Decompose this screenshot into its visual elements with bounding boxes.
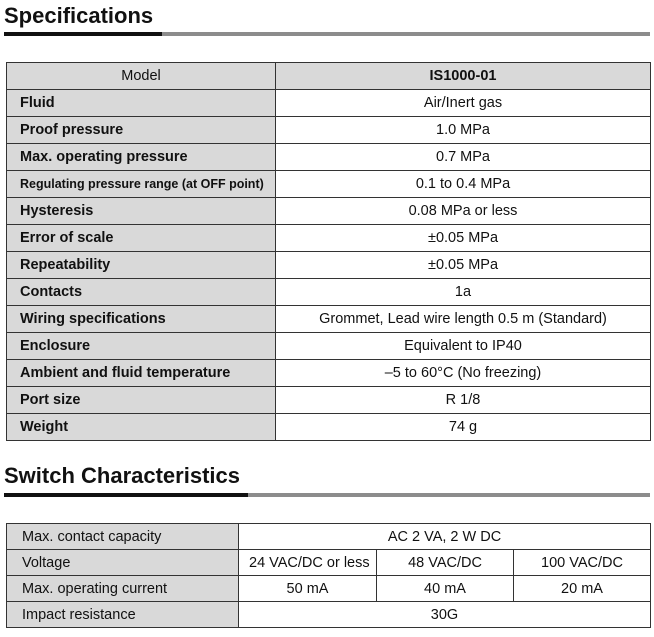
specifications-table [6,62,651,441]
row-value-max-contact-capacity: AC 2 VA, 2 W DC [239,524,651,550]
table-row [7,360,651,387]
table-row [7,171,651,198]
table-row [7,225,651,252]
table-row [7,576,651,602]
row-label-repeatability: Repeatability [7,252,276,279]
row-label-max-operating-current: Max. operating current [7,576,239,602]
row-value-voltage-3: 100 VAC/DC [514,550,651,576]
row-label-enclosure: Enclosure [7,333,276,360]
model-value: IS1000-01 [276,63,651,90]
row-label-fluid: Fluid [7,90,276,117]
table-row [7,252,651,279]
row-label-ambient-fluid-temperature: Ambient and fluid temperature [7,360,276,387]
row-label-regulating-pressure-range: Regulating pressure range (at OFF point) [7,171,276,198]
row-value-wiring-specifications: Grommet, Lead wire length 0.5 m (Standard) [276,306,651,333]
table-row [7,387,651,414]
switch-characteristics-table [6,523,651,628]
row-value-regulating-pressure-range: 0.1 to 0.4 MPa [276,171,651,198]
table-row [7,524,651,550]
row-value-port-size: R 1/8 [276,387,651,414]
specifications-heading-rule [4,32,650,36]
row-value-hysteresis: 0.08 MPa or less [276,198,651,225]
row-value-enclosure: Equivalent to IP40 [276,333,651,360]
row-label-max-operating-pressure: Max. operating pressure [7,144,276,171]
row-label-impact-resistance: Impact resistance [7,602,239,628]
row-label-contacts: Contacts [7,279,276,306]
row-value-impact-resistance: 30G [239,602,651,628]
row-value-fluid: Air/Inert gas [276,90,651,117]
row-value-voltage-2: 48 VAC/DC [377,550,514,576]
row-value-repeatability: ±0.05 MPa [276,252,651,279]
row-label-proof-pressure: Proof pressure [7,117,276,144]
row-value-current-2: 40 mA [377,576,514,602]
row-value-current-1: 50 mA [239,576,377,602]
table-row [7,279,651,306]
row-value-proof-pressure: 1.0 MPa [276,117,651,144]
table-row [7,602,651,628]
row-label-hysteresis: Hysteresis [7,198,276,225]
table-row [7,144,651,171]
table-row [7,414,651,441]
table-row [7,550,651,576]
row-value-max-operating-pressure: 0.7 MPa [276,144,651,171]
table-row [7,306,651,333]
row-value-weight: 74 g [276,414,651,441]
row-value-error-of-scale: ±0.05 MPa [276,225,651,252]
switch-characteristics-heading: Switch Characteristics [4,463,240,488]
row-label-error-of-scale: Error of scale [7,225,276,252]
row-label-max-contact-capacity: Max. contact capacity [7,524,239,550]
row-value-voltage-1: 24 VAC/DC or less [239,550,377,576]
heading-rule-accent [4,493,248,497]
table-row [7,333,651,360]
row-value-ambient-fluid-temperature: –5 to 60°C (No freezing) [276,360,651,387]
row-label-wiring-specifications: Wiring specifications [7,306,276,333]
specifications-heading: Specifications [4,3,154,28]
heading-rule-accent [4,32,162,36]
row-label-port-size: Port size [7,387,276,414]
table-row [7,117,651,144]
switch-characteristics-heading-rule [4,493,650,497]
row-value-current-3: 20 mA [514,576,651,602]
row-label-weight: Weight [7,414,276,441]
row-value-contacts: 1a [276,279,651,306]
table-row [7,90,651,117]
table-header-row [7,63,651,90]
table-row [7,198,651,225]
row-label-voltage: Voltage [7,550,239,576]
model-label: Model [7,63,276,90]
